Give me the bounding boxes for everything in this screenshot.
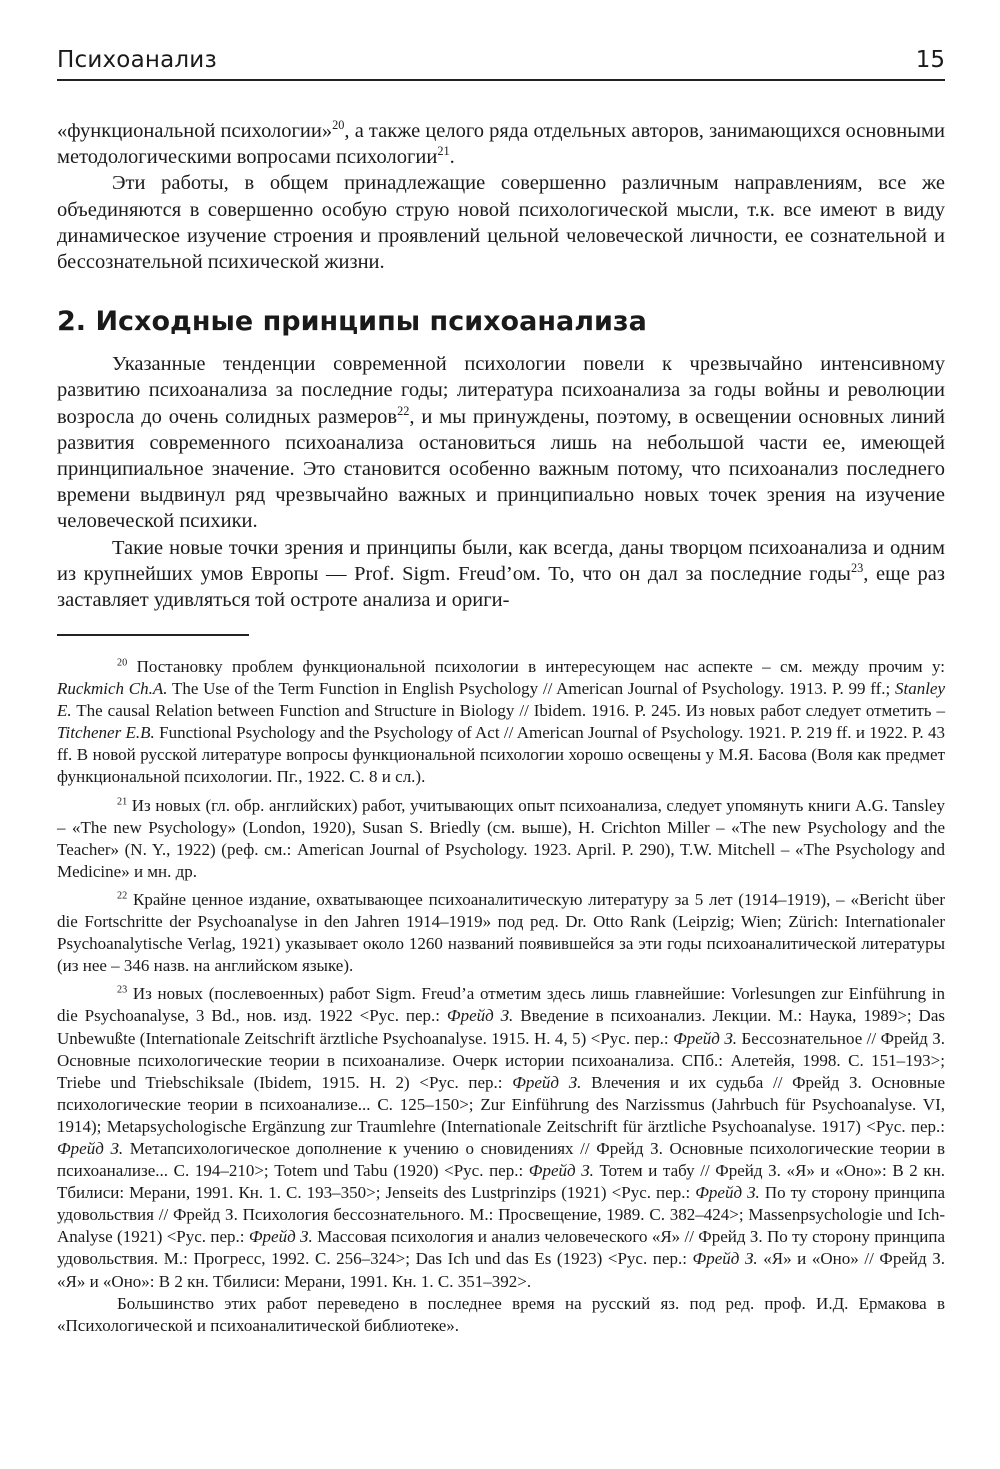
paragraph-2: Эти работы, в общем принадлежащие совершенно различным направлениям, все же объединяются в совершенно особую струю новой психологической мысли, т.к. все имеют в виду динамическое изучение строения и проявлений цельной человеческой личности, ее сознательной и бессознательной психической жизни. [57,172,945,274]
footnote-ref-21[interactable]: 21 [437,144,450,159]
footnote-number: 22 [117,890,128,902]
running-head [57,47,945,81]
footnote-22: $^{22}$ Крайне ценное издание, охватывающее психоаналитическую литературу за 5 лет (1914–1919), – «Bericht über die Fortschritte der Psychoanalyse in den Jahren 1914–1919» под ред. Dr. Otto Rank (Leipzig; Wien; Zürich: Internationaler Psychoanalytische Verlag, 1921) указывает около 1260 названий появившейся за эти годы психоаналитической литературы (из нее – 346 назв. на английском языке). [57,889,945,976]
footnotes [57,656,945,1337]
main-text [57,118,945,613]
footnote-number: 23 [117,984,128,996]
footnote-21: $^{21}$ Из новых (гл. обр. английских) работ, учитывающих опыт психоанализа, следует упомянуть книги A.G. Tansley – «The new Psychology» (London, 1920), Susan S. Briedly (см. выше), H. Crichton Miller – «The new Psychology and the Teacher» (N. Y., 1922) (реф. см.: American Journal of Psychology. 1923. April. P. 290), T.W. Mitchell – «The Psychology and Medicine» и мн. др. [57,795,945,881]
footnote-ref-23[interactable]: 23 [850,561,864,576]
paragraph-3: Указанные тенденции современной психологии повели к чрезвычайно интенсивному развитию психоанализа за последние годы; литература психоанализа за годы войны и революции возросла до очень солидных размеров$^{22}$, и мы принуждены, поэтому, в освещении основных линий развития современного психоанализа остановиться лишь на небольшой части ее, имеющей принципиальное значение. Это становится особенно важным потому, что психоанализ последнего времени выдвинул ряд чрезвычайно важных и принципиально новых точек зрения на изучение человеческой психики. [57,353,945,533]
page-number: 15 [915,47,945,73]
footnote-23: $^{23}$ Из новых (послевоенных) работ Sigm. Freud’а отметим здесь лишь главнейшие: Vorlesungen zur Einführung in die Psychoanalyse, 3 Bd., нов. изд. 1922 <Рус. пер.: Фрейд З. Введение в психоанализ. Лекции. М.: Наука, 1989>; Das Unbewußte (Internationale Zeitschrift ärztliche Psychoanalyse. 1915. H. 4, 5) <Рус. пер.: Фрейд З. Бессознательное // Фрейд З. Основные психологические теории в психоанализе. Очерк истории психоанализа. СПб.: Алетейя, 1998. С. 151–193>; Triebe und Triebschiksale (Ibidem, 1915. H. 2) <Рус. пер.: Фрейд З. Влечения и их судьба // Фрейд З. Основные психологические теории в психоанализе... С. 125–150>; Zur Einführung des Narzissmus (Jahrbuch für Psychoanalyse. VI, 1914); Metapsychologische Ergänzung zur Traumlehre (Internationale Zeitschrift für ärztliche Psychoanalyse. 1917) <Рус. пер.: Фрейд З. Метапсихологическое дополнение к учению о сновидениях // Фрейд З. Основные психологические теории в психоанализе... С. 194–210>; Totem und Tabu (1920) <Рус. пер.: Фрейд З. Тотем и табу // Фрейд З. «Я» и «Оно»: В 2 кн. Тбилиси: Мерани, 1991. Кн. 1. С. 193–350>; Jenseits des Lustprinzips (1921) <Рус. пер.: Фрейд З. По ту сторону принципа удовольствия // Фрейд З. Психология бессознательного. М.: Просвещение, 1989. С. 382–424>; Massenpsychologie und Ich-Analyse (1921) <Рус. пер.: Фрейд З. Массовая психология и анализ человеческого «Я» // Фрейд З. По ту сторону принципа удовольствия. М.: Прогресс, 1992. С. 256–324>; Das Ich und das Es (1923) <Рус. пер.: Фрейд З. «Я» и «Оно» // Фрейд З. «Я» и «Оно»: В 2 кн. Тбилиси: Мерани, 1991. Кн. 1. С. 351–392>. [57,984,946,1291]
footnote-number: 21 [117,795,128,807]
footnote-divider [57,634,249,636]
footnote-ref-22[interactable]: 22 [397,403,410,418]
footnote-ref-20[interactable]: 20 [332,118,345,133]
running-head-title: Психоанализ [57,47,217,73]
footnote-20: $^{20}$ Постановку проблем функциональной психологии в интересующем нас аспекте – см. между прочим у: Ruckmich Ch.A. The Use of the Term Function in English Psychology // American Journal of Psychology. 1913. P. 99 ff.; Stanley E. The causal Relation between Function and Structure in Biology // Ibidem. 1916. P. 245. Из новых работ следует отметить – Titchener E.B. Functional Psychology and the Psychology of Act // American Journal of Psychology. 1921. P. 219 ff. и 1922. P. 43 ff. В новой русской литературе вопросы функциональной психологии хорошо освещены у М.Я. Басова (Воля как предмет функциональной психологии. Пг., 1922. С. 8 и сл.). [57,657,946,787]
footnote-number: 20 [117,657,128,669]
footnote-23-tail: Большинство этих работ переведено в последнее время на русский яз. под ред. проф. И.Д. Ермакова в «Психологической и психоаналитической библиотеке». [57,1293,945,1335]
paragraph-4: Такие новые точки зрения и принципы были, как всегда, даны творцом психоанализа и одним из крупнейших умов Европы — Prof. Sigm. Freud’ом. То, что он дал за последние годы$^{23}$, еще раз заставляет удивляться той остроте анализа и ориги- [57,536,945,612]
section-heading: 2. Исходные принципы психоанализа [57,306,647,338]
paragraph-1: «функциональной психологии»$^{20}$, а также целого ряда отдельных авторов, занимающихся основными методологическими вопросами психологии$^{21}$. [57,118,945,169]
